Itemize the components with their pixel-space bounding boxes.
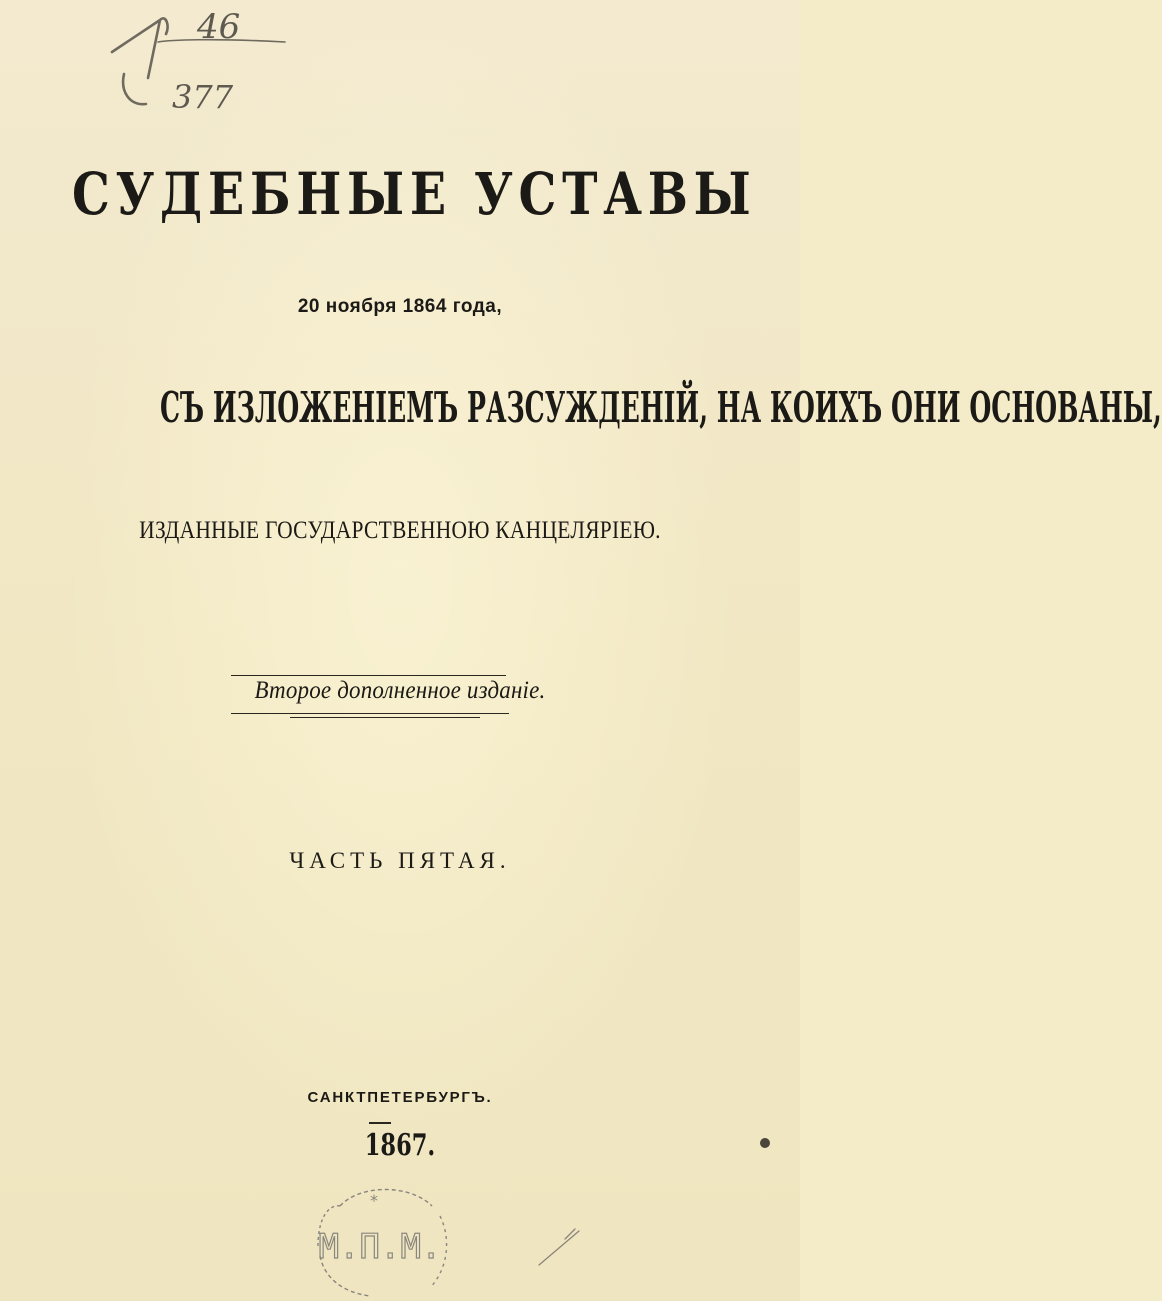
pencil-scribble — [535, 1225, 585, 1270]
rule-top — [231, 675, 506, 676]
date-line: 20 ноября 1864 года, — [297, 296, 503, 317]
year-line: 1867. — [364, 1128, 436, 1163]
svg-text:*: * — [370, 1191, 378, 1210]
city-line: САНКТПЕТЕРБУРГЪ. — [307, 1089, 493, 1106]
stamp-text: М.П.М. — [318, 1227, 442, 1267]
part-line: ЧАСТЬ ПЯТАЯ. — [289, 848, 511, 873]
ink-spot — [760, 1138, 770, 1148]
rule-bottom-inner — [290, 717, 480, 718]
library-stamp — [300, 1176, 460, 1301]
publisher-line: ИЗДАННЫЕ ГОСУДАРСТВЕННОЮ КАНЦЕЛЯРІЕЮ. — [139, 517, 661, 544]
subtitle: СЪ ИЗЛОЖЕНІЕМЪ РАЗСУЖДЕНІЙ, НА КОИХЪ ОНИ ОСНОВАНЫ, — [159, 383, 1162, 432]
book-title: СУДЕБНЫЕ УСТАВЫ — [72, 160, 757, 228]
shelf-number-top: 46 — [197, 7, 241, 47]
handwritten-shelf-mark — [100, 0, 300, 130]
separator-dash — [369, 1122, 391, 1124]
edition-line: Второе дополненное изданіе. — [254, 677, 546, 704]
shelf-number-bottom: 377 — [172, 78, 234, 116]
rule-bottom — [231, 713, 509, 714]
